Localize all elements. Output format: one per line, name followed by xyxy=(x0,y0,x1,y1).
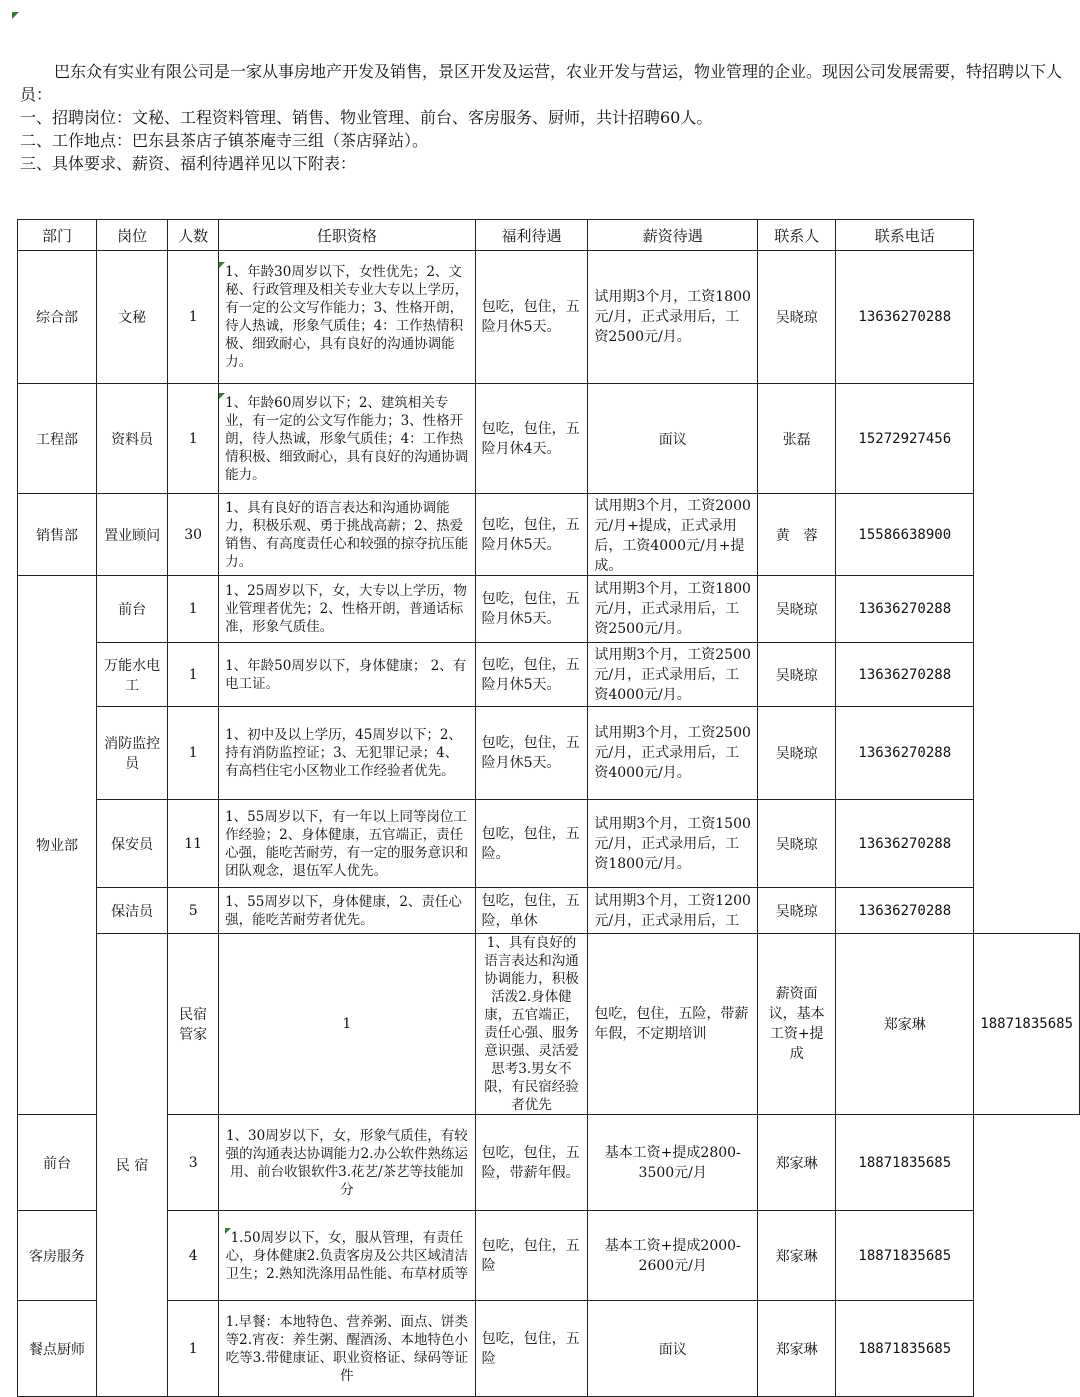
salary-cell: 试用期3个月，工资2500元/月，正式录用后，工资4000元/月。 xyxy=(588,707,758,800)
requirements-cell: 1.早餐：本地特色、营养粥、面点、饼类等2.宵夜：养生粥、醒酒汤、本地特色小吃等3.带健康证、职业资格证、绿码等证件 xyxy=(219,1301,476,1397)
position-cell: 保洁员 xyxy=(97,888,168,934)
corner-marker xyxy=(12,12,19,19)
header-requirements: 任职资格 xyxy=(219,220,476,251)
salary-cell: 试用期3个月，工资2500元/月，正式录用后，工资4000元/月。 xyxy=(588,643,758,707)
count-cell: 1 xyxy=(168,251,219,384)
contact-cell: 吴晓琼 xyxy=(758,800,836,888)
count-cell: 1 xyxy=(168,576,219,643)
salary-cell: 试用期3个月，工资1800元/月，正式录用后，工资2500元/月。 xyxy=(588,251,758,384)
count-cell: 11 xyxy=(168,800,219,888)
phone-cell: 18871835685 xyxy=(974,934,1080,1115)
welfare-cell: 包吃，包住，五险月休5天。 xyxy=(475,643,588,707)
welfare-cell: 包吃，包住，五险。 xyxy=(475,800,588,888)
contact-cell: 吴晓琼 xyxy=(758,707,836,800)
contact-cell: 黄 蓉 xyxy=(758,494,836,576)
requirements-cell: 1、55周岁以下，有一年以上同等岗位工作经验；2、身体健康，五官端正，责任心强，能吃苦耐劳，有一定的服务意识和团队观念，退伍军人优先。 xyxy=(219,800,476,888)
position-cell: 前台 xyxy=(97,576,168,643)
welfare-cell: 包吃，包住，五险月休5天。 xyxy=(475,494,588,576)
requirements-cell: 1、25周岁以下，女，大专以上学历，物业管理者优先；2、性格开朗，普通话标准，形象气质佳。 xyxy=(219,576,476,643)
welfare-cell: 包吃，包住，五险，单休 xyxy=(475,888,588,934)
table-row xyxy=(18,384,1080,494)
position-cell: 民宿管家 xyxy=(168,934,219,1115)
header-position: 岗位 xyxy=(97,220,168,251)
count-cell: 1 xyxy=(168,707,219,800)
requirements-cell: 1、年龄30周岁以下，女性优先；2、文秘、行政管理及相关专业大专以上学历，有一定的公文写作能力；3、性格开朗，待人热诚，形象气质佳；4：工作热情积极、细致耐心，具有良好的沟通协调能力。 xyxy=(219,251,476,384)
department-cell: 综合部 xyxy=(18,251,97,384)
phone-cell: 13636270288 xyxy=(836,888,974,934)
welfare-cell: 包吃，包住，五险月休5天。 xyxy=(475,251,588,384)
position-cell: 资料员 xyxy=(97,384,168,494)
count-cell: 3 xyxy=(168,1115,219,1211)
contact-cell: 郑家琳 xyxy=(758,1211,836,1301)
welfare-cell: 包吃，包住，五险，带薪年假。 xyxy=(475,1115,588,1211)
position-cell: 保安员 xyxy=(97,800,168,888)
salary-cell: 薪资面议，基本工资+提成 xyxy=(758,934,836,1115)
salary-cell: 试用期3个月，工资1800元/月，正式录用后，工资2500元/月。 xyxy=(588,576,758,643)
table-row xyxy=(18,800,1080,888)
position-cell: 消防监控员 xyxy=(97,707,168,800)
salary-cell: 试用期3个月，工资1200元/月，正式录用后，工 xyxy=(588,888,758,934)
welfare-cell: 包吃，包住，五险月休4天。 xyxy=(475,384,588,494)
contact-cell: 郑家琳 xyxy=(836,934,974,1115)
position-cell: 万能水电工 xyxy=(97,643,168,707)
welfare-cell: 包吃，包住，五险月休5天。 xyxy=(475,576,588,643)
intro-paragraph: 巴东众有实业有限公司是一家从事房地产开发及销售，景区开发及运营，农业开发与营运，物业管理的企业。现因公司发展需要，特招聘以下人员： xyxy=(20,62,1063,104)
phone-cell: 18871835685 xyxy=(836,1301,974,1397)
intro-line-details: 三、具体要求、薪资、福利待遇祥见以下附表： xyxy=(20,154,357,173)
contact-cell: 张磊 xyxy=(758,384,836,494)
table-row xyxy=(18,1301,1080,1397)
requirements-cell: 1.50周岁以下，女，服从管理，有责任心，身体健康2.负责客房及公共区域清洁卫生；2.熟知洗涤用品性能、布草材质等 xyxy=(219,1211,476,1301)
count-cell: 5 xyxy=(168,888,219,934)
phone-cell: 13636270288 xyxy=(836,643,974,707)
table-row xyxy=(18,1115,1080,1211)
salary-cell: 基本工资+提成2000-2600元/月 xyxy=(588,1211,758,1301)
header-count: 人数 xyxy=(168,220,219,251)
recruitment-table xyxy=(17,219,1080,1397)
department-cell: 销售部 xyxy=(18,494,97,576)
welfare-cell: 包吃，包住，五险，带薪年假，不定期培训 xyxy=(588,934,758,1115)
table-row xyxy=(18,251,1080,384)
contact-cell: 郑家琳 xyxy=(758,1115,836,1211)
intro-line-location: 二、工作地点：巴东县茶店子镇茶庵寺三组（茶店驿站）。 xyxy=(20,131,429,150)
count-cell: 4 xyxy=(168,1211,219,1301)
contact-cell: 吴晓琼 xyxy=(758,251,836,384)
salary-cell: 试用期3个月，工资1500元/月，正式录用后，工资1800元/月。 xyxy=(588,800,758,888)
requirements-cell: 1、具有良好的语言表达和沟通协调能力，积极活泼2.身体健康，五官端正，责任心强、服务意识强、灵活爱思考3.男女不限，有民宿经验者优先 xyxy=(475,934,588,1115)
phone-cell: 13636270288 xyxy=(836,576,974,643)
table-row xyxy=(18,707,1080,800)
welfare-cell: 包吃，包住，五险 xyxy=(475,1211,588,1301)
phone-cell: 15586638900 xyxy=(836,494,974,576)
contact-cell: 吴晓琼 xyxy=(758,643,836,707)
intro-text xyxy=(20,60,1065,175)
salary-cell: 面议 xyxy=(588,1301,758,1397)
header-department: 部门 xyxy=(18,220,97,251)
welfare-cell: 包吃，包住，五险月休5天。 xyxy=(475,707,588,800)
table-header-row xyxy=(18,220,1080,251)
phone-cell: 15272927456 xyxy=(836,384,974,494)
contact-cell: 吴晓琼 xyxy=(758,888,836,934)
header-welfare: 福利待遇 xyxy=(475,220,588,251)
department-cell: 工程部 xyxy=(18,384,97,494)
header-phone: 联系电话 xyxy=(836,220,974,251)
requirements-cell: 1、年龄60周岁以下；2、建筑相关专业，有一定的公文写作能力；3、性格开朗，待人热诚，形象气质佳；4：工作热情积极、细致耐心，具有良好的沟通协调能力。 xyxy=(219,384,476,494)
contact-cell: 郑家琳 xyxy=(758,1301,836,1397)
department-cell: 物业部 xyxy=(18,576,97,1115)
phone-cell: 18871835685 xyxy=(836,1115,974,1211)
requirements-cell: 1、初中及以上学历，45周岁以下；2、持有消防监控证；3、无犯罪记录；4、有高档住宅小区物业工作经验者优先。 xyxy=(219,707,476,800)
salary-cell: 面议 xyxy=(588,384,758,494)
count-cell: 1 xyxy=(168,1301,219,1397)
position-cell: 置业顾问 xyxy=(97,494,168,576)
table-row xyxy=(18,934,1080,1115)
count-cell: 1 xyxy=(168,643,219,707)
table-row xyxy=(18,576,1080,643)
header-salary: 薪资待遇 xyxy=(588,220,758,251)
count-cell: 30 xyxy=(168,494,219,576)
contact-cell: 吴晓琼 xyxy=(758,576,836,643)
salary-cell: 试用期3个月，工资2000元/月+提成，正式录用后，工资4000元/月+提成。 xyxy=(588,494,758,576)
phone-cell: 13636270288 xyxy=(836,707,974,800)
requirements-cell: 1、具有良好的语言表达和沟通协调能力，积极乐观、勇于挑战高薪；2、热爱销售、有高度责任心和较强的掠夺抗压能力。 xyxy=(219,494,476,576)
table-row xyxy=(18,888,1080,934)
position-cell: 前台 xyxy=(18,1115,97,1211)
intro-line-positions: 一、招聘岗位：文秘、工程资料管理、销售、物业管理、前台、客房服务、厨师，共计招聘60人。 xyxy=(20,108,713,127)
salary-cell: 基本工资+提成2800-3500元/月 xyxy=(588,1115,758,1211)
header-contact: 联系人 xyxy=(758,220,836,251)
table-row xyxy=(18,643,1080,707)
table-row xyxy=(18,494,1080,576)
phone-cell: 18871835685 xyxy=(836,1211,974,1301)
requirements-cell: 1、年龄50周岁以下，身体健康； 2、有电工证。 xyxy=(219,643,476,707)
table-row xyxy=(18,1211,1080,1301)
count-cell: 1 xyxy=(219,934,476,1115)
requirements-cell: 1、55周岁以下，身体健康，2、责任心强，能吃苦耐劳者优先。 xyxy=(219,888,476,934)
position-cell: 餐点厨师 xyxy=(18,1301,97,1397)
position-cell: 文秘 xyxy=(97,251,168,384)
requirements-cell: 1、30周岁以下，女，形象气质佳，有较强的沟通表达协调能力2.办公软件熟练运用、前台收银软件3.花艺/茶艺等技能加分 xyxy=(219,1115,476,1211)
count-cell: 1 xyxy=(168,384,219,494)
phone-cell: 13636270288 xyxy=(836,800,974,888)
phone-cell: 13636270288 xyxy=(836,251,974,384)
position-cell: 客房服务 xyxy=(18,1211,97,1301)
welfare-cell: 包吃，包住，五险 xyxy=(475,1301,588,1397)
department-cell: 民 宿 xyxy=(97,934,168,1397)
